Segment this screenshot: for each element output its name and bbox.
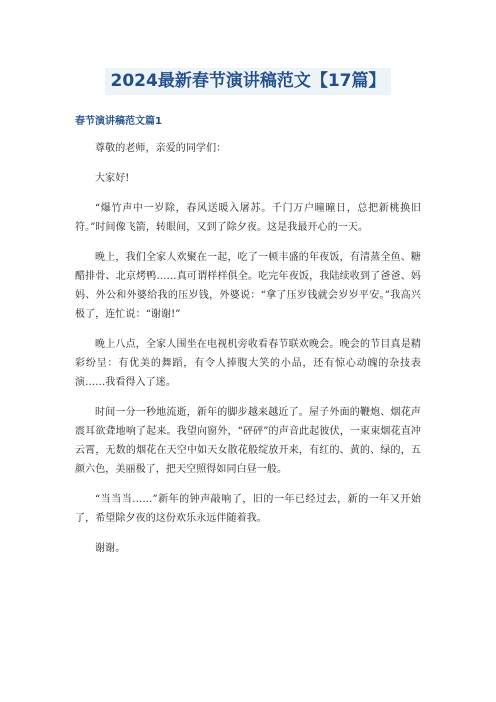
paragraph-new-year: “当当当……”新年的钟声敲响了，旧的一年已经过去，新的一年又开始了，希望除夕夜的这份欢乐永远伴随着我。 — [75, 494, 421, 524]
title-wrap — [75, 0, 421, 95]
paragraph-greeting: 大家好! — [95, 173, 130, 184]
section-heading: 春节演讲稿范文篇1 — [75, 116, 162, 127]
paragraph-gala: 晚上八点，全家人围坐在电视机旁收看春节联欢晚会。晚会的节目真是精彩纷呈：有优美的舞蹈，有令人捧腹大笑的小品，还有惊心动魄的杂技表演……我看得入了迷。 — [75, 339, 421, 388]
document-body — [75, 139, 421, 558]
paragraph-thanks: 谢谢。 — [95, 543, 126, 554]
paragraph-dinner: 晚上，我们全家人欢聚在一起，吃了一顿丰盛的年夜饭，有清蒸全鱼、糖醋排骨、北京烤鸭……真可谓样样俱全。吃完年夜饭，我陆续收到了爸爸、妈妈、外公和外婆给我的压岁钱，外婆说：“拿了压岁钱就会岁岁平安。”我高兴极了，连忙说：“谢谢!” — [75, 252, 421, 320]
paragraph-poem: “爆竹声中一岁除，春风送暖入屠苏。千门万户曈曈日，总把新桃换旧符。”时间像飞箭，转眼间，又到了除夕夜。这是我最开心的一天。 — [75, 203, 421, 233]
paragraph-fireworks: 时间一分一秒地流逝，新年的脚步越来越近了。屋子外面的鞭炮、烟花声震耳欲聋地响了起来。我望向窗外，“砰砰”的声音此起彼伏，一束束烟花直冲云霄，无数的烟花在天空中如天女散花般绽放开来，有红的、黄的、绿的，五颜六色，美丽极了，把天空照得如同白昼一般。 — [75, 407, 421, 475]
paragraph-salutation: 尊敬的老师，亲爱的同学们： — [95, 143, 227, 154]
document-title: 2024最新春节演讲稿范文【17篇】 — [105, 68, 392, 95]
